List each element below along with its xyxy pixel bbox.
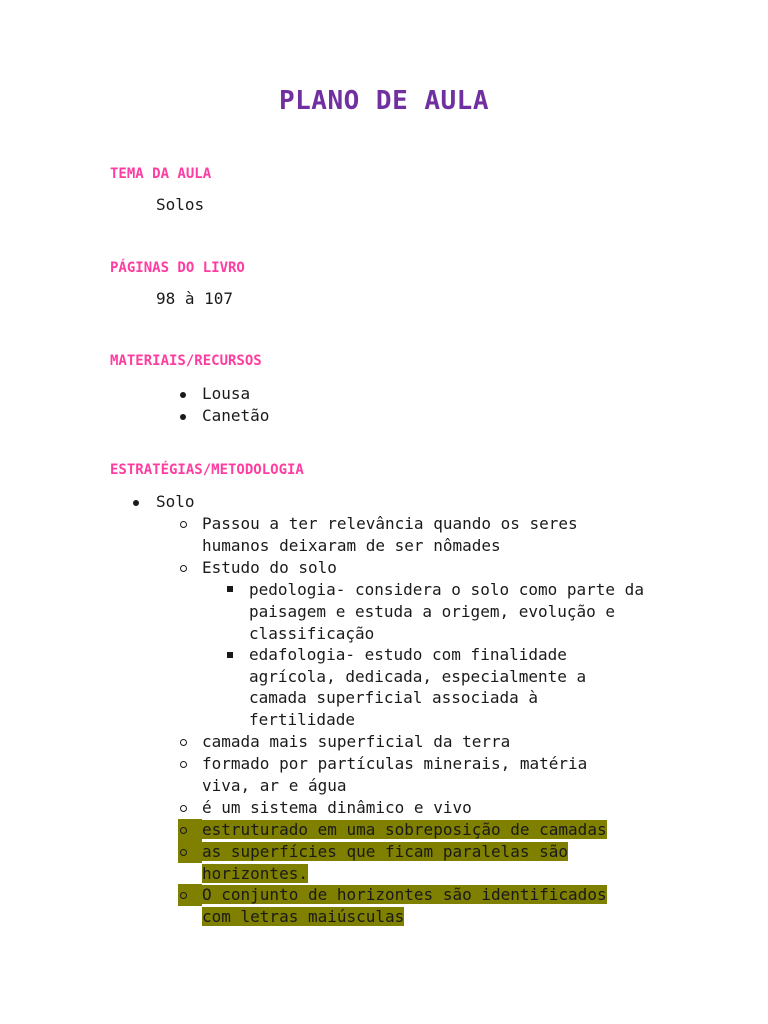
heading-materiais: MATERIAIS/RECURSOS <box>110 353 262 369</box>
bullet-disc <box>180 414 186 420</box>
highlighted-text: as superfícies que ficam paralelas são <box>202 842 569 861</box>
bullet-ring <box>180 761 187 768</box>
sub-item-camada: camada mais superficial da terra <box>202 732 511 751</box>
heading-estrategias: ESTRATÉGIAS/METODOLOGIA <box>110 462 304 478</box>
highlighted-text: horizontes. <box>202 864 308 883</box>
bullet-ring <box>180 739 187 746</box>
pedologia-line3: classificação <box>249 624 375 643</box>
sub-item-relevancia-line2: humanos deixaram de ser nômades <box>202 536 501 555</box>
bullet-ring <box>180 849 187 856</box>
bullet-ring <box>180 521 187 528</box>
sub-item-formado-line2: viva, ar e água <box>202 776 347 795</box>
sub-item-estruturado <box>202 819 607 841</box>
edafologia-line1: edafologia- estudo com finalidade <box>249 645 567 664</box>
list-item-canetao: Canetão <box>202 406 270 425</box>
sub-item-formado-line1: formado por partículas minerais, matéria <box>202 754 588 773</box>
sub-item-estudo-solo: Estudo do solo <box>202 558 337 577</box>
edafologia-line2: agrícola, dedicada, especialmente a <box>249 667 587 686</box>
bullet-square <box>227 652 233 658</box>
pedologia-line2: paisagem e estuda a origem, evolução e <box>249 602 616 621</box>
edafologia-line4: fertilidade <box>249 710 355 729</box>
list-item-solo: Solo <box>156 492 195 511</box>
bullet-ring <box>180 892 187 899</box>
sub-item-superficies-line1 <box>202 841 568 863</box>
tema-value: Solos <box>156 195 205 214</box>
page-title: PLANO DE AULA <box>279 86 489 116</box>
sub-item-sistema: é um sistema dinâmico e vivo <box>202 798 472 817</box>
sub-item-relevancia-line1: Passou a ter relevância quando os seres <box>202 514 578 533</box>
bullet-ring <box>180 805 187 812</box>
bullet-square <box>227 586 233 592</box>
bullet-disc <box>180 392 186 398</box>
bullet-ring <box>180 827 187 834</box>
highlighted-text: estruturado em uma sobreposição de camadas <box>202 820 607 839</box>
list-item-lousa: Lousa <box>202 384 251 403</box>
paginas-value: 98 à 107 <box>156 289 234 308</box>
sub-item-superficies-line2 <box>202 863 308 885</box>
sub-item-conjunto-line1 <box>202 884 607 906</box>
heading-paginas: PÁGINAS DO LIVRO <box>110 260 245 276</box>
highlighted-text: O conjunto de horizontes são identificados <box>202 885 607 904</box>
pedologia-line1: pedologia- considera o solo como parte da <box>249 580 644 599</box>
highlighted-text: com letras maiúsculas <box>202 907 405 926</box>
bullet-disc <box>133 500 139 506</box>
bullet-ring <box>180 565 187 572</box>
heading-tema: TEMA DA AULA <box>110 166 212 182</box>
edafologia-line3: camada superficial associada à <box>249 688 538 707</box>
sub-item-conjunto-line2 <box>202 906 404 928</box>
